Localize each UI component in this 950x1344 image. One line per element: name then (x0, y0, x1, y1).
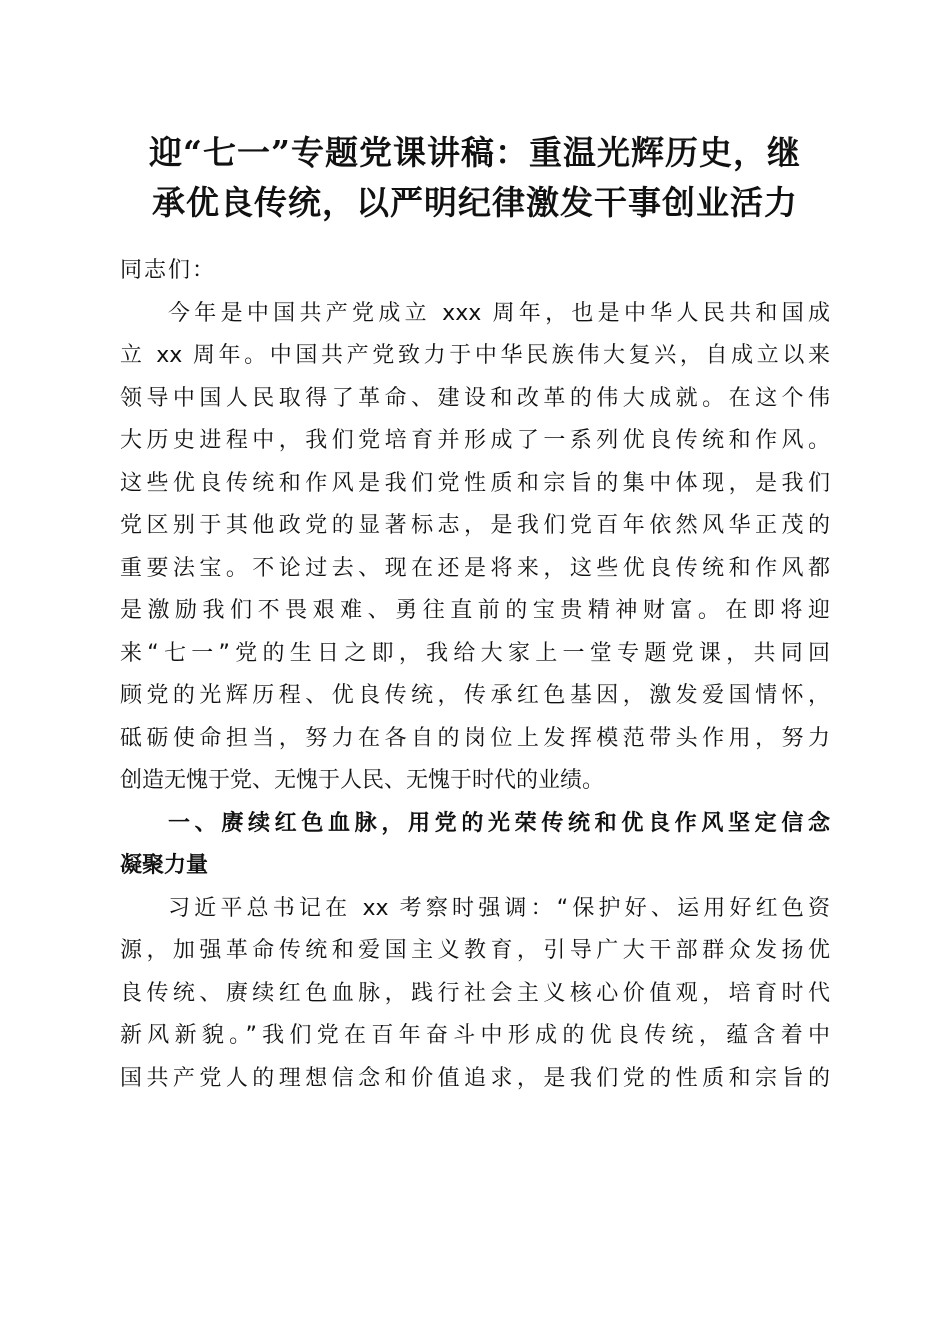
paragraph-line: 这些优良传统和作风是我们党性质和宗旨的集中体现，是我们 (120, 470, 830, 496)
paragraph-line: 党区别于其他政党的显著标志，是我们党百年依然风华正茂的 (120, 513, 830, 538)
paragraph-line: 顾党的光辉历程、优良传统，传承红色基因，激发爱国情怀， (120, 683, 830, 708)
paragraph-line: 今年是中国共产党成立 xxx 周年，也是中华人民共和国成 (168, 300, 830, 326)
title-line-2: 承优良传统，以严明纪律激发干事创业活力 (152, 183, 798, 222)
heading-line: 凝聚力量 (120, 853, 209, 878)
heading-line: 一、赓续红色血脉，用党的光荣传统和优良作风坚定信念 (168, 810, 830, 836)
title-line-1: 迎“七一”专题党课讲稿：重温光辉历史，继 (149, 133, 801, 172)
paragraph-line: 大历史进程中，我们党培育并形成了一系列优良传统和作风。 (120, 428, 830, 453)
paragraph-intro (120, 293, 830, 803)
paragraph-line: 来“七一”党的生日之即，我给大家上一堂专题党课，共同回 (120, 640, 830, 666)
paragraph-line: 砥砺使命担当，努力在各自的岗位上发挥模范带头作用，努力 (120, 725, 830, 751)
paragraph-line: 新风新貌。”我们党在百年奋斗中形成的优良传统，蕴含着中 (120, 1023, 830, 1048)
document-title (110, 128, 840, 228)
paragraph-line: 立 xx 周年。中国共产党致力于中华民族伟大复兴，自成立以来 (120, 343, 830, 368)
paragraph-line: 国共产党人的理想信念和价值追求，是我们党的性质和宗旨的 (120, 1065, 830, 1091)
paragraph-line: 是激励我们不畏艰难、勇往直前的宝贵精神财富。在即将迎 (120, 598, 830, 623)
paragraph-line: 习近平总书记在 xx 考察时强调：“保护好、运用好红色资 (168, 895, 830, 921)
paragraph-line: 重要法宝。不论过去、现在还是将来，这些优良传统和作风都 (120, 555, 830, 581)
salutation: 同志们： (120, 258, 217, 283)
paragraph-line: 源，加强革命传统和爱国主义教育，引导广大干部群众发扬优 (120, 938, 830, 963)
section-heading-1 (120, 803, 830, 888)
paragraph-line: 领导中国人民取得了革命、建设和改革的伟大成就。在这个伟 (120, 385, 830, 411)
paragraph-line: 创造无愧于党、无愧于人民、无愧于时代的业绩。 (120, 768, 605, 793)
paragraph-section-1 (120, 888, 830, 1101)
paragraph-line: 良传统、赓续红色血脉，践行社会主义核心价值观，培育时代 (120, 980, 830, 1006)
document-body (120, 250, 830, 1100)
